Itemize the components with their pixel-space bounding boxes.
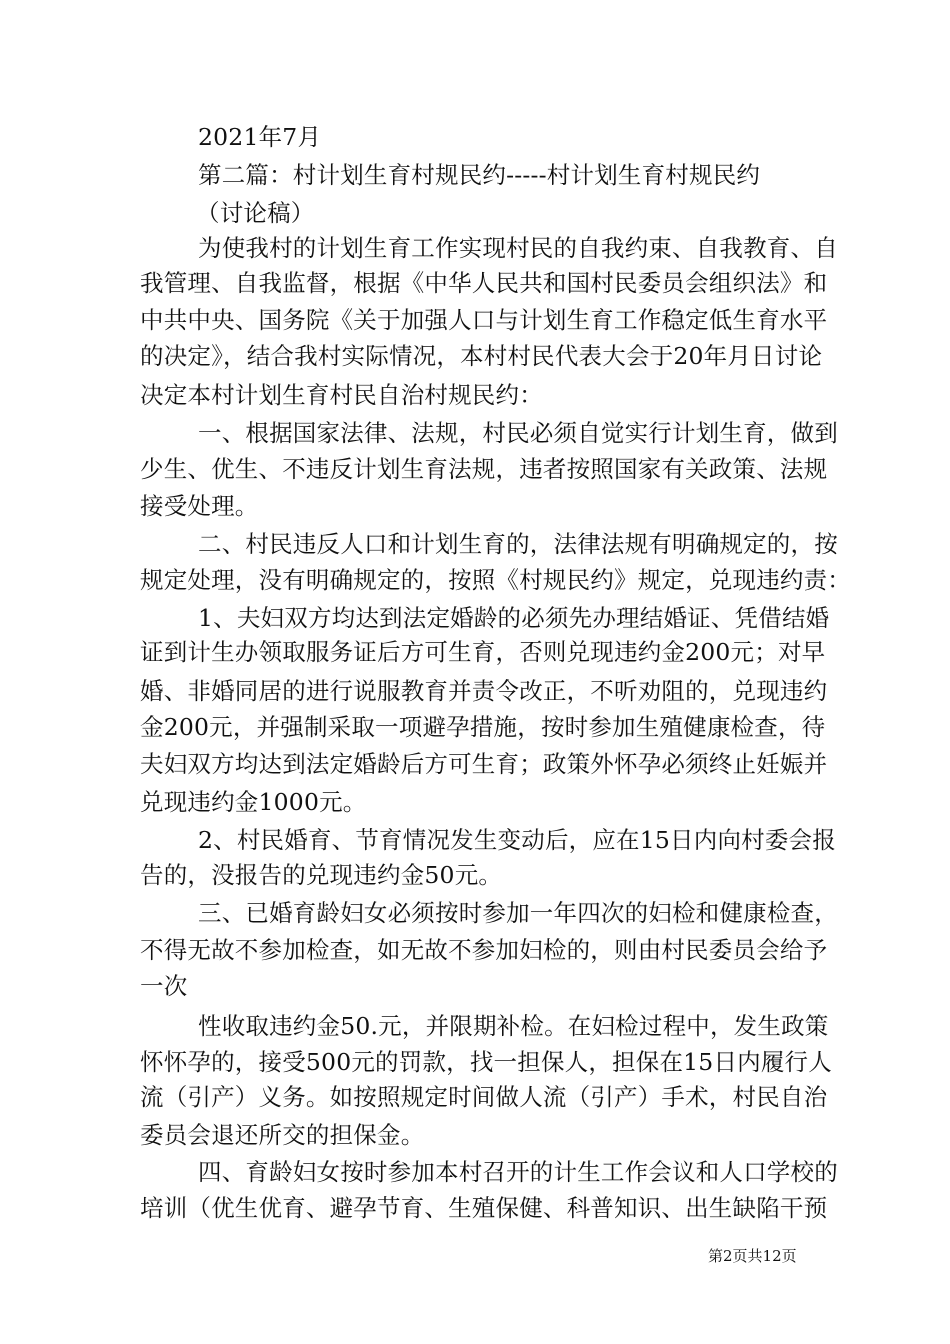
text-line: 一次 — [140, 972, 188, 1000]
text-line: 决定本村计划生育村民自治村规民约： — [140, 381, 543, 409]
document-subtitle: （讨论稿） — [196, 199, 315, 227]
text-line: 婚、非婚同居的进行说服教育并责令改正，不听劝阻的，兑现违约 — [140, 677, 828, 705]
text-line: 不得无故不参加检查，如无故不参加妇检的，则由村民委员会给予 — [140, 936, 828, 964]
text-line: 一、根据国家法律、法规，村民必须自觉实行计划生育，做到 — [198, 419, 838, 447]
text-line: 中共中央、国务院《关于加强人口与计划生育工作稳定低生育水平 — [140, 306, 828, 334]
text-line: 告的，没报告的兑现违约金50元。 — [140, 861, 503, 889]
text-line: 少生、优生、不违反计划生育法规，违者按照国家有关政策、法规 — [140, 455, 828, 483]
text-line: 证到计生办领取服务证后方可生育，否则兑现违约金200元；对早 — [140, 638, 826, 666]
text-line: 流（引产）义务。如按照规定时间做人流（引产）手术，村民自治 — [140, 1083, 828, 1111]
text-line: 我管理、自我监督，根据《中华人民共和国村民委员会组织法》和 — [140, 269, 828, 297]
text-line: 三、已婚育龄妇女必须按时参加一年四次的妇检和健康检查， — [198, 899, 838, 927]
text-line: 接受处理。 — [140, 492, 259, 520]
text-line: 怀怀孕的，接受500元的罚款，找一担保人，担保在15日内履行人 — [140, 1048, 832, 1076]
text-line: 1、夫妇双方均达到法定婚龄的必须先办理结婚证、凭借结婚 — [198, 604, 830, 632]
date-line: 2021年7月 — [198, 123, 322, 151]
text-line: 夫妇双方均达到法定婚龄后方可生育；政策外怀孕必须终止妊娠并 — [140, 750, 828, 778]
text-line: 委员会退还所交的担保金。 — [140, 1121, 425, 1149]
document-title: 第二篇：村计划生育村规民约-----村计划生育村规民约 — [198, 161, 761, 189]
text-line: 为使我村的计划生育工作实现村民的自我约束、自我教育、自 — [198, 234, 838, 262]
text-line: 金200元，并强制采取一项避孕措施，按时参加生殖健康检查，待 — [140, 713, 826, 741]
text-line: 性收取违约金50.元，并限期补检。在妇检过程中，发生政策 — [198, 1012, 829, 1040]
text-line: 兑现违约金1000元。 — [140, 788, 367, 816]
text-line: 规定处理，没有明确规定的，按照《村规民约》规定，兑现违约责： — [140, 566, 851, 594]
page-number: 第2页共12页 — [708, 1247, 797, 1265]
text-line: 四、育龄妇女按时参加本村召开的计生工作会议和人口学校的 — [198, 1158, 838, 1186]
text-line: 的决定》，结合我村实际情况，本村村民代表大会于20年月日讨论 — [140, 342, 823, 370]
text-line: 二、村民违反人口和计划生育的，法律法规有明确规定的，按 — [198, 530, 838, 558]
text-line: 培训（优生优育、避孕节育、生殖保健、科普知识、出生缺陷干预 — [140, 1194, 828, 1222]
text-line: 2、村民婚育、节育情况发生变动后，应在15日内向村委会报 — [198, 826, 836, 854]
